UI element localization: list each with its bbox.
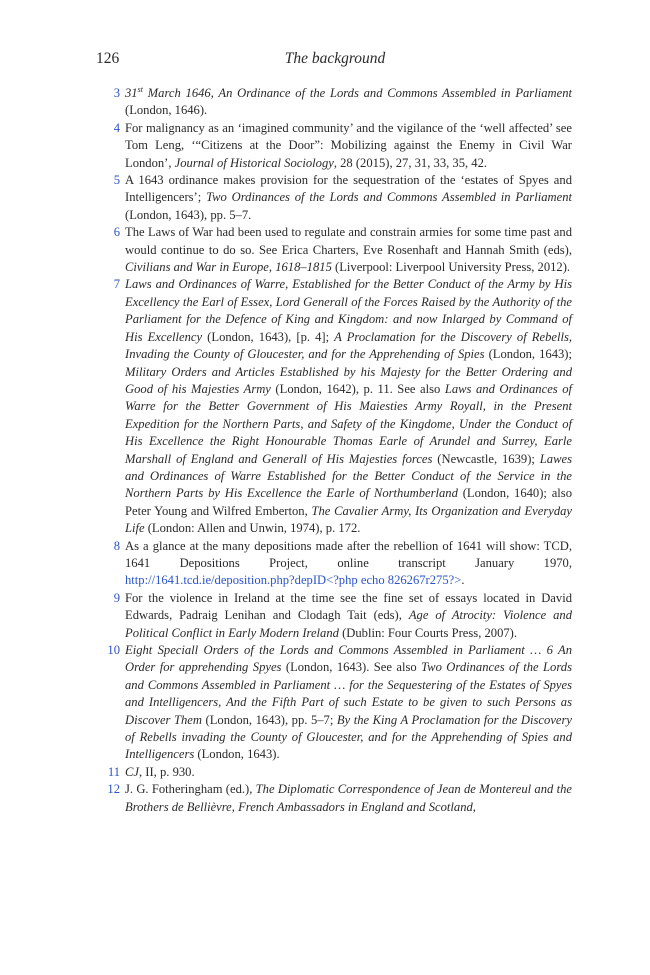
endnote-text bbox=[125, 225, 572, 274]
superscript: st bbox=[137, 84, 143, 94]
endnote-text bbox=[125, 782, 572, 813]
endnote-11 bbox=[104, 764, 572, 781]
endnotes-list bbox=[104, 85, 572, 816]
note-segment: , 28 (2015), 27, 31, 33, 35, 42. bbox=[333, 155, 488, 170]
page-number: 126 bbox=[96, 50, 120, 67]
endnote-number: 3 bbox=[113, 86, 120, 100]
note-segment: The Laws of War had been used to regulate and constrain armies for some time past and would continue to do so. See Erica Charters, Eve Rosenhaft and Hannah Smith (eds), bbox=[125, 225, 572, 257]
italic-title: The Diplomatic Correspondence of Jean de Montereul and the Brothers de Bellièvre, French Ambassadors in England and Scotland, bbox=[125, 782, 572, 814]
note-segment: (London: Allen and Unwin, 1974), p. 172. bbox=[144, 521, 361, 536]
note-segment: (Liverpool: Liverpool University Press, 2012). bbox=[331, 260, 571, 275]
endnote-text bbox=[125, 86, 572, 117]
italic-title: March 1646, An Ordinance of the Lords and Commons Assembled in Parliament bbox=[142, 86, 572, 100]
note-segment: (London, 1643), pp. 5–7. bbox=[125, 207, 252, 222]
note-segment: For the violence in Ireland at the time see the fine set of essays located in David Edwards, Padraig Lenihan and Clodagh Tait (eds), bbox=[125, 590, 572, 623]
endnote-number: 11 bbox=[107, 764, 120, 779]
italic-title: Two Ordinances of the Lords and Commons Assembled in Parliament … for the Sequestering of the Estates of Spyes and Intelligencers, And the Fifth Part of such Estate to be given to such Persons as Discover Them bbox=[125, 660, 572, 727]
italic-title: Age of Atrocity: Violence and Political Conflict in Early Modern Ireland bbox=[125, 608, 573, 640]
endnote-4 bbox=[104, 120, 572, 172]
note-segment: (London, 1643). See also bbox=[281, 660, 422, 675]
italic-title: Lawes and Ordinances of Warre Established for the Better Conduct of the Service in the Northern Parts by His Excellence the Earle of Northumberland bbox=[125, 451, 572, 501]
italic-title: CJ bbox=[125, 764, 139, 779]
note-segment: For malignancy as an ‘imagined community’ and the vigilance of the ‘well affected’ see Tom Leng, ‘“Citizens at the Door”: Mobilizing against the Enemy in Civil War London’, bbox=[125, 120, 572, 170]
endnote-text bbox=[125, 765, 195, 779]
endnote-number: 6 bbox=[113, 225, 120, 240]
italic-title: Civilians and War in Europe, 1618–1815 bbox=[125, 260, 332, 275]
running-title: The background bbox=[284, 50, 386, 67]
note-segment: (London, 1646). bbox=[125, 103, 208, 118]
note-segment: (Dublin: Four Courts Press, 2007). bbox=[338, 625, 518, 640]
note-segment: (Newcastle, 1639); bbox=[432, 451, 540, 466]
italic-title: 31 bbox=[125, 86, 138, 100]
italic-title: Journal of Historical Sociology bbox=[174, 155, 334, 170]
endnote-10 bbox=[104, 642, 572, 764]
note-segment: (London, 1640); also Peter Young and Wilfred Emberton, bbox=[125, 486, 572, 518]
italic-title: Laws and Ordinances of Warre, Established for the Better Conduct of the Army by His Excellency the Earl of Essex, Lord Generall of the Forces Raised by the Authority of the Parliament for the Defence of King and Kingdom: and now Inlarged by Command of His Excellency bbox=[125, 277, 572, 344]
endnote-number: 4 bbox=[113, 120, 120, 135]
endnote-number: 12 bbox=[107, 782, 120, 797]
url-link[interactable]: http://1641.tcd.ie/deposition.php?depID<?php echo 826267r275?> bbox=[125, 573, 462, 588]
endnote-7 bbox=[104, 276, 572, 537]
endnote-number: 5 bbox=[113, 173, 120, 188]
note-segment: (London, 1642), p. 11. See also bbox=[270, 381, 445, 396]
endnote-text bbox=[125, 643, 572, 761]
note-segment: (London, 1643), pp. 5–7; bbox=[202, 712, 337, 727]
endnote-3 bbox=[104, 85, 572, 120]
note-segment: (London, 1643), [p. 4]; bbox=[202, 329, 335, 344]
endnote-text bbox=[125, 121, 572, 170]
note-segment: J. G. Fotheringham (ed.), bbox=[125, 782, 256, 797]
note-segment: (London, 1643); bbox=[484, 347, 572, 362]
note-segment: (London, 1643). bbox=[194, 747, 280, 762]
italic-title: Military Orders and Articles Established by his Majesty for the Better Ordering and Good of his Majesties Army bbox=[125, 364, 572, 396]
endnote-text bbox=[125, 539, 572, 588]
endnote-8 bbox=[104, 538, 572, 590]
italic-title: The Cavalier Army, Its Organization and Everyday Life bbox=[125, 503, 572, 536]
endnote-number: 8 bbox=[113, 538, 120, 553]
endnote-number: 9 bbox=[113, 590, 120, 605]
note-segment: , II, p. 930. bbox=[139, 764, 195, 779]
note-segment: As a glance at the many depositions made after the rebellion of 1641 will show: TCD, 1641 Depositions Project, online transcript January 1970, bbox=[125, 538, 572, 570]
running-head bbox=[96, 48, 574, 70]
note-segment: A 1643 ordinance makes provision for the sequestration of the ‘estates of Spyes and Intelligencers’; bbox=[125, 173, 572, 205]
italic-title: Two Ordinances of the Lords and Commons Assembled in Parliament bbox=[206, 190, 572, 205]
endnote-9 bbox=[104, 590, 572, 642]
endnote-5 bbox=[104, 172, 572, 224]
endnote-12 bbox=[104, 781, 572, 816]
note-segment: . bbox=[461, 573, 465, 588]
endnote-text bbox=[125, 173, 572, 222]
endnote-text bbox=[125, 277, 572, 535]
endnote-text bbox=[125, 591, 572, 640]
endnote-6 bbox=[104, 224, 572, 276]
italic-title: Laws and Ordinances of Warre for the Better Government of His Maiesties Army Royall, in the Present Expedition for the Northern Parts, and Safety of the Kingdome, Under the Conduct of His Excellence the Right Honourable Thomas Earle of Arundel and Surrey, Earle Marshall of England and Generall of His Majesties forces bbox=[125, 381, 573, 466]
endnote-number: 10 bbox=[107, 643, 120, 657]
italic-title: Eight Speciall Orders of the Lords and Commons Assembled in Parliament … 6 An Order for apprehending Spyes bbox=[125, 643, 572, 675]
endnote-number: 7 bbox=[113, 277, 120, 292]
italic-title: By the King A Proclamation for the Discovery of Rebells invading the County of Gloucester, and for the Apprehending of Spies and Intelligencers bbox=[125, 712, 572, 762]
italic-title: A Proclamation for the Discovery of Rebells, Invading the County of Gloucester, and for the Apprehending of Spies bbox=[125, 329, 573, 362]
